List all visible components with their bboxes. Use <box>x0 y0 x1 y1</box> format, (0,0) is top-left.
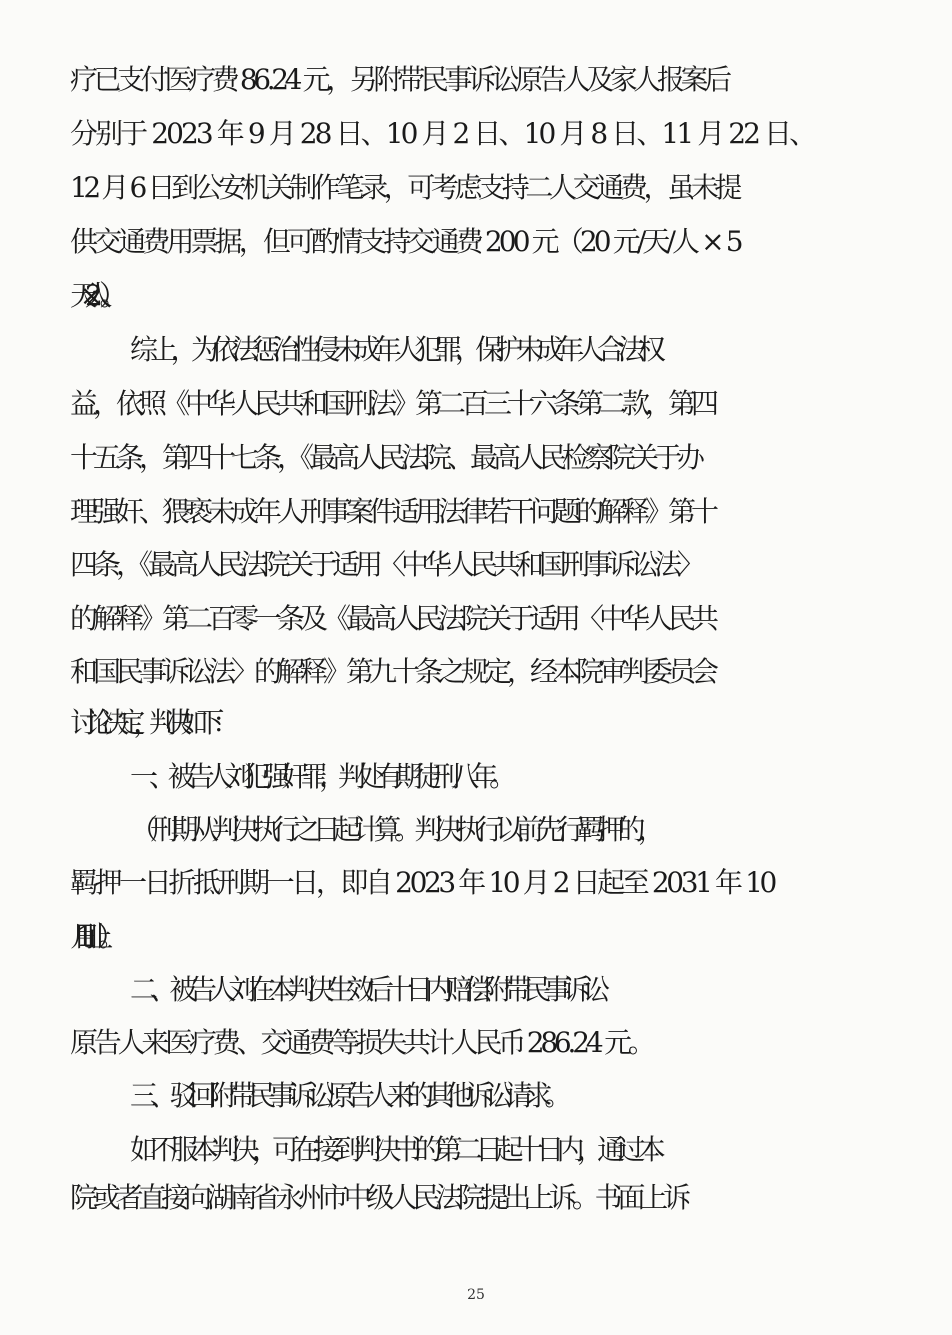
text-segment: 三、驳回附带民事诉讼原告人来 <box>130 1079 407 1112</box>
text-segment: 益，依照《中华人民共和国刑法》第二百三十六条第二款，第四 <box>70 387 715 420</box>
text-line <box>70 652 952 692</box>
text-line <box>130 757 952 797</box>
text-segment: 如不服本判决，可在接到判决书的第二日起十日内，通过本 <box>130 1133 659 1166</box>
text-segment: 疗已支付医疗费 86.24 元，另附带民事诉讼原告人及家人报案后 <box>70 63 728 96</box>
text-line <box>70 599 952 639</box>
text-segment: 二、被告人刘 <box>130 973 249 1006</box>
text-line <box>70 917 952 957</box>
text-segment: 分别于 2023 年 9 月 28 日、10 月 2 日、10 月 8 日、11 月 22 日、 <box>70 117 815 150</box>
text-segment: 羁押一日折抵刑期一日，即自 2023 年 10 月 2 日起至 2031 年 10 <box>70 866 774 899</box>
text-segment: 医疗费、交通费等损失共计人民币 286.24 元。 <box>165 1026 652 1059</box>
text-segment: 一、被告人刘 <box>130 760 244 793</box>
text-segment: 犯强奸罪，判处有期徒刑八年。 <box>243 760 509 793</box>
text-line <box>70 222 952 262</box>
page-number: 25 <box>467 1287 485 1303</box>
text-segment: 月 1 日止。） <box>70 920 110 953</box>
text-segment: 四条，《最高人民法院关于适用〈中华人民共和国刑事诉讼法〉 <box>70 548 701 581</box>
text-line <box>70 168 952 208</box>
text-line <box>70 703 952 743</box>
text-line <box>70 1023 952 1063</box>
text-segment: 天 × 2 人）。 <box>70 279 114 312</box>
text-line <box>70 492 952 532</box>
text-segment: 十五条，第四十七条，《最高人民法院、最高人民检察院关于办 <box>70 441 701 474</box>
text-segment: （刑期从判决执行之日起计算。判决执行以前先行羁押的， <box>130 813 659 846</box>
text-line <box>70 60 952 100</box>
text-line <box>70 384 952 424</box>
text-line <box>70 276 952 316</box>
text-segment: 供交通费用票据，但可酌情支持交通费 200 元（20 元/天/人 × 5 <box>70 225 740 258</box>
text-segment: 理强奸、猥亵未成年人刑事案件适用法律若干问题的解释》第十 <box>70 495 715 528</box>
text-segment: 院或者直接向湖南省永州市中级人民法院提出上诉。书面上诉 <box>70 1181 686 1214</box>
text-segment: 12 月 6 日到公安机关制作笔录，可考虑支持二人交通费，虽未提 <box>70 171 738 204</box>
text-line <box>70 863 952 903</box>
text-line <box>130 1076 952 1116</box>
text-segment: 讨论决定，判决如下： <box>70 706 229 739</box>
text-line <box>130 1130 952 1170</box>
text-line <box>70 438 952 478</box>
text-line <box>130 970 952 1010</box>
text-segment: 原告人来 <box>70 1026 166 1059</box>
text-line <box>70 545 952 585</box>
text-line <box>70 1178 952 1218</box>
text-line <box>70 114 952 154</box>
text-segment: 和国民事诉讼法〉的解释》第九十条之规定，经本院审判委员会 <box>70 655 715 688</box>
text-line <box>130 810 952 850</box>
text-segment: 在本判决生效后十日内赔偿附带民事诉讼 <box>248 973 603 1006</box>
text-segment: 综上，为依法惩治性侵未成年人犯罪，保护未成年人合法权 <box>130 333 659 366</box>
text-line <box>130 330 952 370</box>
text-segment: 的解释》第二百零一条及《最高人民法院关于适用〈中华人民共 <box>70 602 715 635</box>
text-segment: 的其他诉讼请求。 <box>406 1079 565 1112</box>
